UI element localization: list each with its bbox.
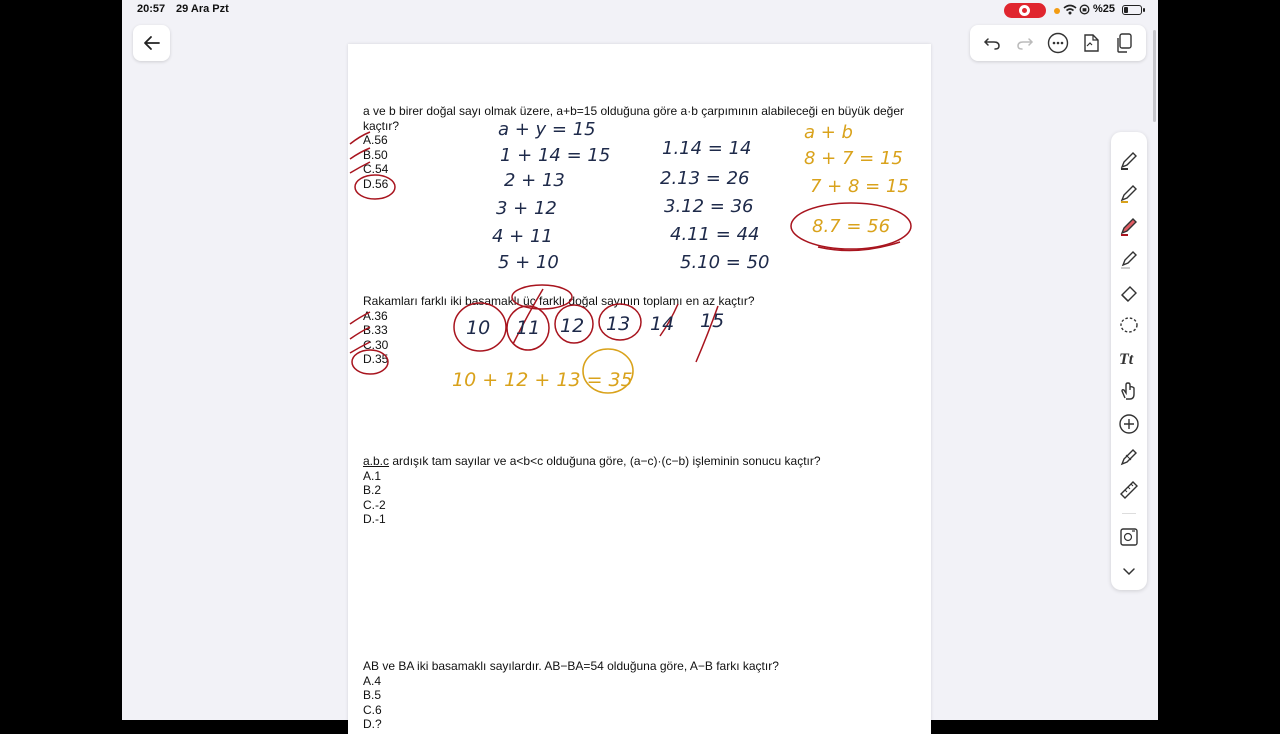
svg-text:Tt: Tt [1119,351,1134,368]
battery-icon [1122,5,1142,15]
answer-circle [791,203,911,249]
question-4-option-b: B.5 [363,688,382,702]
question-3-option-b: B.2 [363,483,382,497]
question-4-option-a: A.4 [363,673,382,688]
question-3-option-c: C.-2 [363,497,386,512]
question-2-option-a: A.36 [363,308,388,323]
document-page[interactable] [348,44,931,734]
record-icon [1019,5,1030,16]
image-tool-button[interactable] [1117,525,1141,549]
question-1-option-c: C.54 [363,162,389,176]
eraser-tool-button[interactable] [1117,280,1141,304]
document-share-icon [1081,32,1101,54]
question-2-text: Rakamları farklı iki basamaklı üç farklı doğal sayının toplamı en az kaçtır? [363,294,755,308]
hand-icon [1118,380,1140,402]
battery-percent: %25 [1093,3,1116,15]
pen-icon [1118,149,1140,171]
tools-panel [1111,132,1147,590]
question-1 [363,104,923,191]
pen-tool-button[interactable] [1117,148,1141,172]
handwritten-text: 2.13 = 26 [660,168,750,189]
undo-icon [983,35,1001,51]
marker-icon [1118,215,1140,237]
pen-tool-button[interactable] [1117,181,1141,205]
divider [1122,513,1136,514]
collapse-tools-button[interactable] [1117,560,1141,584]
handwritten-text: 2 + 13 [504,170,565,191]
question-4-option-c: C.6 [363,702,382,717]
arrow-left-icon [143,35,161,51]
more-icon [1047,32,1069,54]
scrollbar[interactable] [1153,30,1156,122]
pencil-tool-button[interactable] [1117,445,1141,469]
handwritten-text: 3.12 = 36 [664,196,754,217]
handwritten-text: 14 [650,313,675,335]
handwritten-text: 10 [466,317,491,339]
question-4 [363,659,923,732]
question-3 [363,454,923,527]
question-2-option-b: B.33 [363,323,388,337]
handwritten-text: a + y = 15 [498,119,596,140]
pages-button[interactable] [1111,30,1137,56]
question-2-option-d: D.35 [363,352,389,366]
ruler-tool-button[interactable] [1117,478,1141,502]
question-3-text: ardışık tam sayılar ve a<b<c olduğuna göre, (a−c)·(c−b) işleminin sonucu kaçtır? [389,454,821,468]
lasso-icon [1118,314,1140,336]
pencil-icon [1118,446,1140,468]
question-3-option-a: A.1 [363,468,382,483]
question-1-option-d: D.56 [363,176,389,191]
underline-stroke [818,242,900,251]
status-date: 29 Ara Pzt [176,3,229,15]
pages-icon [1114,32,1134,54]
chevron-down-icon [1120,565,1138,579]
question-4-option-d: D.? [363,717,382,731]
more-button[interactable] [1045,30,1071,56]
question-3-variables: a.b.c [363,454,390,468]
redo-button[interactable] [1012,30,1038,56]
question-4-text: AB ve BA iki basamaklı sayılardır. AB−BA=54 olduğuna göre, A−B farkı kaçtır? [363,659,779,673]
handwritten-text: 4 + 11 [492,226,553,247]
question-1-option-a: A.56 [363,133,388,147]
handwritten-text: 8 + 7 = 15 [804,148,903,169]
highlighter-icon [1118,248,1140,270]
handwritten-text: 10 + 12 + 13 = 35 [452,369,633,391]
handwritten-text: 5 + 10 [498,252,559,273]
handwritten-text: 1 + 14 = 15 [500,145,611,166]
undo-button[interactable] [979,30,1005,56]
handwritten-text: 4.11 = 44 [670,224,760,245]
ruler-icon [1118,479,1140,501]
redo-icon [1016,35,1034,51]
handwritten-text: 11 [516,317,541,339]
handwritten-text: a + b [804,122,853,143]
top-toolbar [970,25,1146,61]
eraser-icon [1118,281,1140,303]
pen-icon [1118,182,1140,204]
text-icon [1118,347,1140,369]
question-3-option-d: D.-1 [363,512,386,526]
handwritten-text: 12 [560,315,585,337]
orientation-lock-icon [1079,4,1090,15]
add-element-button[interactable] [1117,412,1141,436]
document-share-button[interactable] [1078,30,1104,56]
status-time: 20:57 [137,3,166,15]
handwritten-text: 8.7 = 56 [812,216,891,237]
question-2 [363,294,923,367]
highlighter-tool-button[interactable] [1117,247,1141,271]
handwritten-text: 7 + 8 = 15 [810,176,909,197]
marker-tool-button[interactable] [1117,214,1141,238]
handwritten-text: 5.10 = 50 [680,252,770,273]
add-icon [1118,413,1140,435]
back-button[interactable] [133,25,170,61]
question-1-text: a ve b birer doğal sayı olmak üzere, a+b=15 olduğuna göre a·b çarpımının alabileceği en büyük değer kaçtır? [363,104,905,133]
image-icon [1118,526,1140,548]
question-2-option-c: C.30 [363,337,389,352]
mic-indicator-icon [1054,8,1060,14]
notes-app-screen [122,0,1158,731]
screen-record-indicator[interactable] [1004,3,1046,18]
handwritten-text: 13 [606,313,631,335]
text-tool-button[interactable] [1117,346,1141,370]
handwritten-text: 1.14 = 14 [662,138,752,159]
handwritten-text: 3 + 12 [496,198,557,219]
hand-tool-button[interactable] [1117,379,1141,403]
handwritten-text: 15 [700,310,725,332]
question-1-option-b: B.50 [363,147,388,162]
lasso-tool-button[interactable] [1117,313,1141,337]
wifi-icon [1063,4,1077,15]
